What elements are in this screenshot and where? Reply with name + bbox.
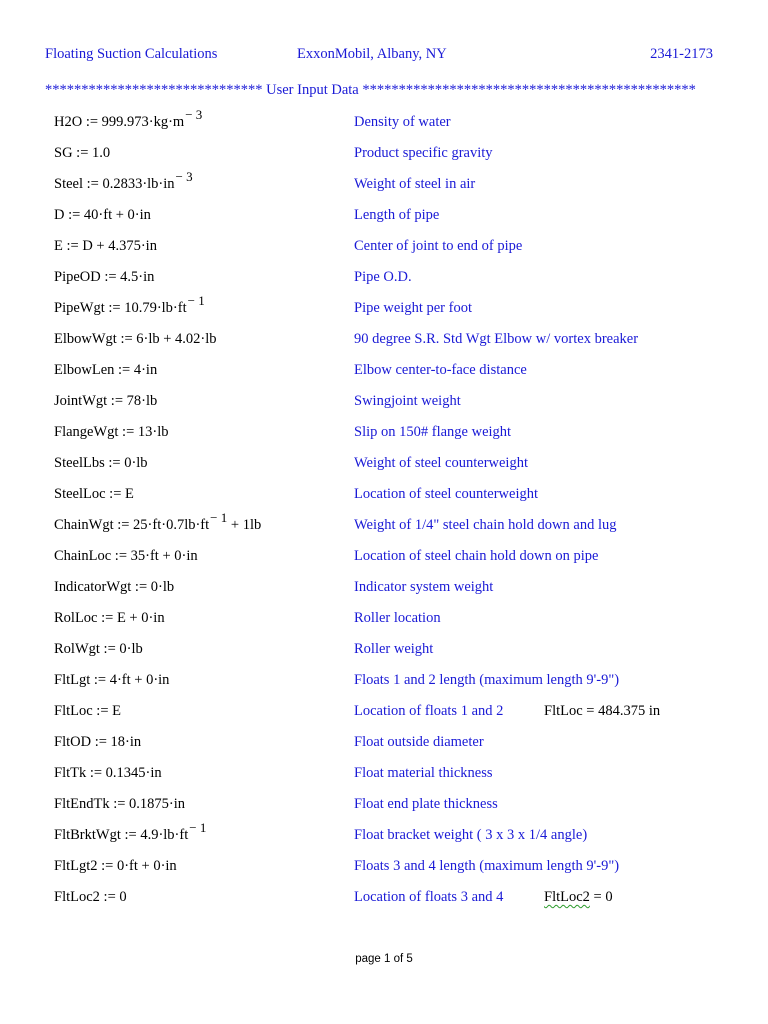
description: Float end plate thickness (354, 796, 498, 812)
description: Elbow center-to-face distance (354, 362, 527, 378)
expression (54, 486, 134, 503)
input-row (0, 108, 768, 139)
input-row (0, 852, 768, 883)
expression (54, 610, 165, 627)
expression (54, 293, 205, 317)
input-row (0, 201, 768, 232)
input-row (0, 449, 768, 480)
description: Pipe O.D. (354, 269, 412, 285)
expression (54, 641, 143, 658)
exponent: − 1 (210, 510, 228, 525)
exponent: − 1 (187, 293, 205, 308)
result-variable: FltLoc2 (544, 889, 590, 905)
expression (54, 889, 127, 906)
expression (54, 765, 162, 782)
page-header (45, 46, 713, 66)
result-value: = 484.375 in (582, 703, 661, 719)
description: 90 degree S.R. Std Wgt Elbow w/ vortex breaker (354, 331, 639, 347)
expression (54, 393, 157, 410)
description: Location of floats 1 and 2 (354, 703, 504, 719)
evaluated-result (544, 889, 613, 906)
input-row (0, 573, 768, 604)
input-row (0, 759, 768, 790)
expression-text: SG := 1.0 (54, 145, 111, 161)
input-row (0, 387, 768, 418)
input-row (0, 511, 768, 542)
expression (54, 548, 198, 565)
input-row (0, 604, 768, 635)
expression (54, 510, 262, 534)
description: Center of joint to end of pipe (354, 238, 523, 254)
result-value: = 0 (589, 889, 613, 905)
expression (54, 145, 110, 162)
expression (54, 858, 177, 875)
expression (54, 424, 169, 441)
exponent: − 3 (175, 169, 193, 184)
expression-text: PipeOD := 4.5·in (54, 269, 155, 285)
description: Float material thickness (354, 765, 493, 781)
expression (54, 107, 203, 131)
expression (54, 238, 157, 255)
expression-text: PipeWgt := 10.79·lb·ft (54, 300, 187, 316)
description: Weight of 1/4" steel chain hold down and lug (354, 517, 617, 533)
description: Roller weight (354, 641, 434, 657)
expression-text: JointWgt := 78·lb (54, 393, 158, 409)
document-number: 2341-2173 (650, 46, 713, 62)
description: Weight of steel counterweight (354, 455, 528, 471)
expression (54, 362, 157, 379)
company-location: ExxonMobil, Albany, NY (297, 46, 447, 62)
input-row (0, 728, 768, 759)
expression-text: RolWgt := 0·lb (54, 641, 143, 657)
expression-text: FltLgt2 := 0·ft + 0·in (54, 858, 177, 874)
expression-text: ElbowLen := 4·in (54, 362, 158, 378)
expression (54, 796, 185, 813)
expression-text: H2O := 999.973·kg·m (54, 114, 185, 130)
expression-text: FltLoc2 := 0 (54, 889, 127, 905)
expression-text: ChainLoc := 35·ft + 0·in (54, 548, 198, 564)
description: Weight of steel in air (354, 176, 476, 192)
expression (54, 331, 217, 348)
expression-text: FltOD := 18·in (54, 734, 142, 750)
description: Pipe weight per foot (354, 300, 472, 316)
description: Location of steel counterweight (354, 486, 539, 502)
description: Swingjoint weight (354, 393, 461, 409)
expression-text: FltEndTk := 0.1875·in (54, 796, 186, 812)
expression-text: Steel := 0.2833·lb·in (54, 176, 175, 192)
exponent: − 3 (185, 107, 203, 122)
expression (54, 269, 154, 286)
expression (54, 169, 193, 193)
document-title: Floating Suction Calculations (45, 46, 218, 62)
input-row (0, 325, 768, 356)
input-row (0, 542, 768, 573)
expression-text: FlangeWgt := 13·lb (54, 424, 169, 440)
expression (54, 820, 207, 844)
description: Length of pipe (354, 207, 440, 223)
description: Slip on 150# flange weight (354, 424, 512, 440)
result-variable: FltLoc (544, 703, 583, 719)
description: Location of steel chain hold down on pipe (354, 548, 599, 564)
expression-text: FltBrktWgt := 4.9·lb·ft (54, 827, 189, 843)
expression-text: RolLoc := E + 0·in (54, 610, 165, 626)
page-number: page 1 of 5 (355, 953, 413, 965)
expression (54, 207, 151, 224)
expression-text: D := 40·ft + 0·in (54, 207, 151, 223)
input-data-list (0, 108, 768, 914)
input-row (0, 170, 768, 201)
description: Float bracket weight ( 3 x 3 x 1/4 angle) (354, 827, 588, 843)
input-row (0, 139, 768, 170)
input-row (0, 418, 768, 449)
expression (54, 672, 169, 689)
description: Location of floats 3 and 4 (354, 889, 504, 905)
expression-text: IndicatorWgt := 0·lb (54, 579, 175, 595)
input-row (0, 294, 768, 325)
expression (54, 734, 141, 751)
expression-text: ElbowWgt := 6·lb + 4.02·lb (54, 331, 217, 347)
expression-text: SteelLbs := 0·lb (54, 455, 148, 471)
input-row (0, 697, 768, 728)
description: Indicator system weight (354, 579, 494, 595)
expression-text: FltLoc := E (54, 703, 121, 719)
input-row (0, 263, 768, 294)
description: Density of water (354, 114, 451, 130)
expression-text: FltLgt := 4·ft + 0·in (54, 672, 170, 688)
input-row (0, 480, 768, 511)
expression-text: FltTk := 0.1345·in (54, 765, 162, 781)
input-row (0, 790, 768, 821)
input-row (0, 356, 768, 387)
input-row (0, 635, 768, 666)
evaluated-result (544, 703, 660, 720)
description: Product specific gravity (354, 145, 493, 161)
expression (54, 703, 121, 720)
description: Floats 3 and 4 length (maximum length 9'-9") (354, 858, 620, 874)
input-row (0, 666, 768, 697)
expression (54, 455, 148, 472)
section-banner: ****************************** User Input Data ********************************************** (45, 82, 696, 98)
input-row (0, 821, 768, 852)
expression-text: SteelLoc := E (54, 486, 134, 502)
expression-text: ChainWgt := 25·ft·0.7lb·ft (54, 517, 210, 533)
input-row (0, 232, 768, 263)
expression-text: E := D + 4.375·in (54, 238, 157, 254)
description: Floats 1 and 2 length (maximum length 9'-9") (354, 672, 620, 688)
expression (54, 579, 174, 596)
description: Float outside diameter (354, 734, 484, 750)
expression-tail: + 1lb (227, 517, 262, 533)
input-row (0, 883, 768, 914)
description: Roller location (354, 610, 441, 626)
exponent: − 1 (189, 820, 207, 835)
